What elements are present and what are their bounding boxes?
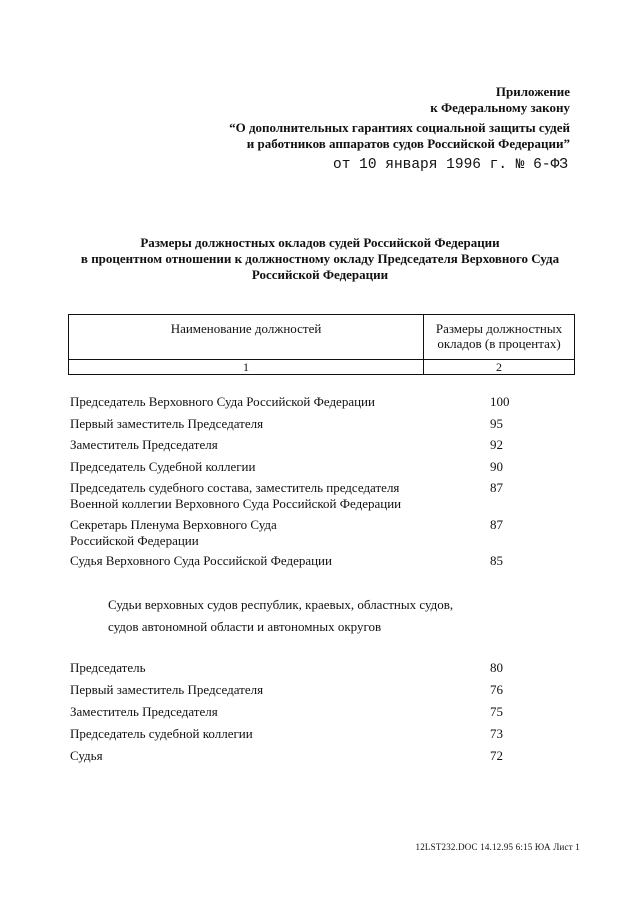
table-header <box>68 314 575 375</box>
list-item: Председатель судебной коллегии <box>70 726 253 741</box>
col1-number: 1 <box>69 360 424 375</box>
heading-line-1: Размеры должностных окладов судей Российской Федерации <box>140 235 500 250</box>
law-title-line-2: и работников аппаратов судов Российской Федерации” <box>246 136 570 151</box>
position-label-line-2: Военной коллегии Верховного Суда Российской Федерации <box>70 496 402 511</box>
regional-heading-line-2: судов автономной области и автономных округов <box>108 619 382 634</box>
salary-percent: 73 <box>490 726 503 741</box>
position-label: Судья Верховного Суда Российской Федерации <box>70 553 332 568</box>
heading-line-2: в процентном отношении к должностному окладу Председателя Верховного Суда <box>80 251 560 266</box>
list-item <box>70 416 263 432</box>
col2-header-line-2: окладов (в процентах) <box>437 336 561 351</box>
col2-header-line-1: Размеры должностных <box>435 321 563 336</box>
col2-header <box>424 315 575 360</box>
list-item <box>70 517 277 549</box>
salary-percent: 87 <box>490 480 503 495</box>
salary-percent: 90 <box>490 459 503 474</box>
heading-line-3: Российской Федерации <box>251 267 389 282</box>
list-item <box>70 480 401 512</box>
appendix-line-2: к Федеральному закону <box>430 100 570 115</box>
law-title-line-1: “О дополнительных гарантиях социальной защиты судей <box>229 120 570 135</box>
position-label: Заместитель Председателя <box>70 437 218 452</box>
col1-header: Наименование должностей <box>69 315 424 360</box>
position-label-line-2: Российской Федерации <box>70 533 199 548</box>
list-item: Судья <box>70 748 103 763</box>
salary-percent: 76 <box>490 682 503 697</box>
salary-percent: 80 <box>490 660 503 675</box>
regional-heading-line-1: Судьи верховных судов республик, краевых, областных судов, <box>108 597 454 612</box>
list-item <box>70 459 255 475</box>
salary-percent: 95 <box>490 416 503 431</box>
col2-number: 2 <box>424 360 575 375</box>
list-item: Заместитель Председателя <box>70 704 218 719</box>
salary-percent: 75 <box>490 704 503 719</box>
position-label: Председатель Судебной коллегии <box>70 459 256 474</box>
law-date: от 10 января 1996 г. № 6-ФЗ <box>333 157 568 173</box>
appendix-line-1: Приложение <box>495 84 570 99</box>
law-title-block <box>150 120 570 152</box>
list-item <box>70 394 375 410</box>
list-item <box>70 553 332 569</box>
list-item: Первый заместитель Председателя <box>70 682 264 697</box>
salary-percent: 85 <box>490 553 503 568</box>
salary-percent: 87 <box>490 517 503 532</box>
salary-percent: 100 <box>490 394 510 409</box>
salary-percent: 72 <box>490 748 503 763</box>
position-label: Первый заместитель Председателя <box>70 416 264 431</box>
appendix-block <box>430 84 570 116</box>
salary-percent: 92 <box>490 437 503 452</box>
position-label-line-1: Секретарь Пленума Верховного Суда <box>70 517 277 532</box>
position-label: Председатель Верховного Суда Российской Федерации <box>70 394 375 409</box>
position-label-line-1: Председатель судебного состава, заместитель председателя <box>70 480 400 495</box>
document-heading <box>80 235 560 283</box>
list-item <box>70 437 218 453</box>
list-item: Председатель <box>70 660 146 675</box>
document-footer: 12LST232.DOC 14.12.95 6:15 ЮА Лист 1 <box>415 842 580 852</box>
